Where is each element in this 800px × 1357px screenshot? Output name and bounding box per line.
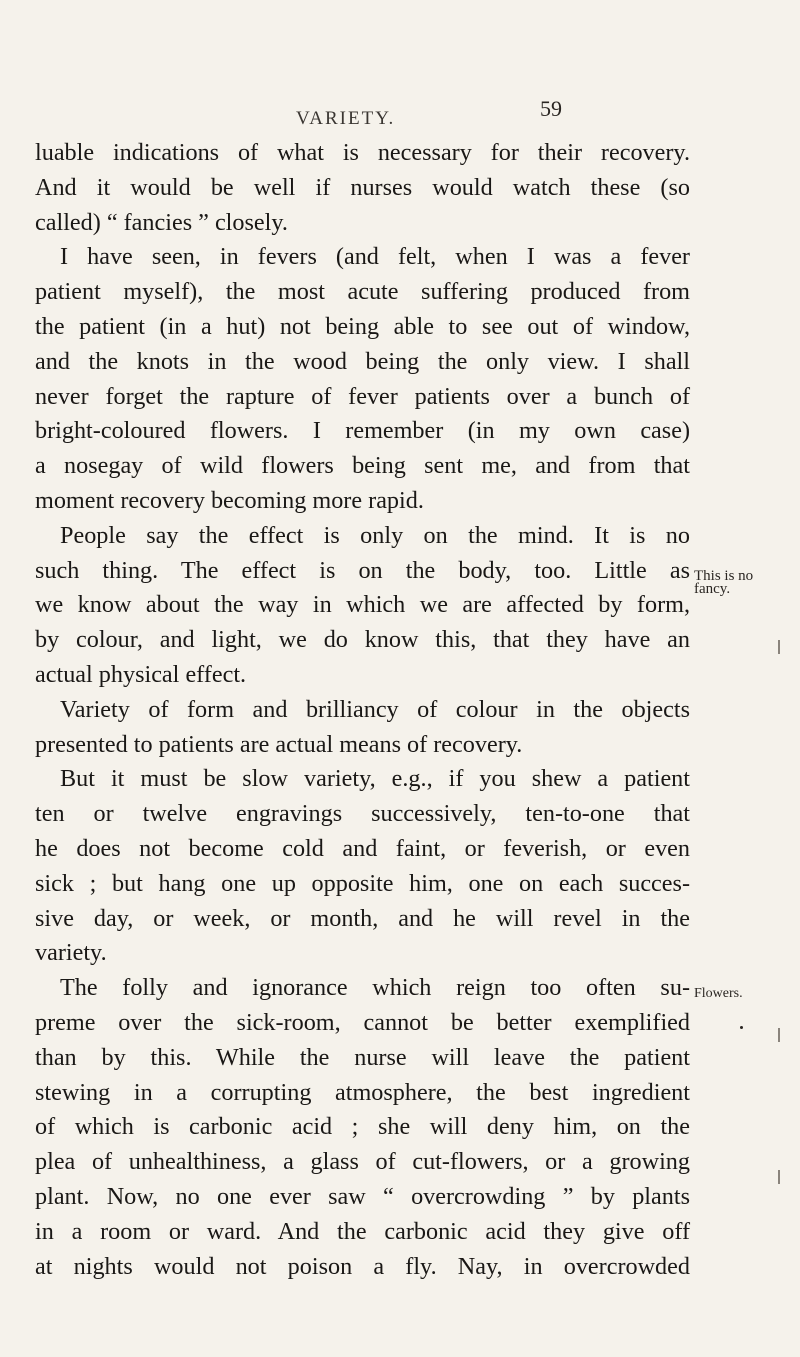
text-line: stewing in a corrupting atmosphere, the best ingredient xyxy=(35,1078,690,1106)
text-line: a nosegay of wild flowers being sent me, and from that xyxy=(35,452,690,480)
text-line: bright-coloured flowers. I remember (in my own case) xyxy=(35,417,690,445)
text-line: and the knots in the wood being the only view. I shall xyxy=(35,347,690,375)
page-edge-mark xyxy=(778,1028,780,1042)
running-head: VARIETY. xyxy=(296,108,396,129)
text-line: plea of unhealthiness, a glass of cut-flowers, or a growing xyxy=(35,1148,690,1176)
margin-note-line: This is no xyxy=(694,568,754,584)
text-line: patient myself), the most acute suffering produced from xyxy=(35,278,690,306)
text-line: by colour, and light, we do know this, that they have an xyxy=(35,626,690,654)
text-line: called) “ fancies ” closely. xyxy=(35,208,288,236)
text-line: of which is carbonic acid ; she will deny him, on the xyxy=(35,1113,690,1141)
page-number: 59 xyxy=(540,96,562,121)
margin-note-line: fancy. xyxy=(694,581,731,597)
text-line: such thing. The effect is on the body, too. Little as xyxy=(35,556,690,584)
text-line: But it must be slow variety, e.g., if you shew a patient xyxy=(60,765,690,793)
text-line: sick ; but hang one up opposite him, one on each succes- xyxy=(35,869,690,897)
text-line: he does not become cold and faint, or feverish, or even xyxy=(35,834,690,862)
text-line: plant. Now, no one ever saw “ overcrowding ” by plants xyxy=(35,1182,690,1210)
text-line: luable indications of what is necessary for their recovery. xyxy=(35,139,690,166)
text-line: I have seen, in fevers (and felt, when I was a fever xyxy=(60,243,690,271)
text-line: sive day, or week, or month, and he will revel in the xyxy=(35,904,690,932)
text-line: moment recovery becoming more rapid. xyxy=(35,486,424,514)
text-line: presented to patients are actual means of recovery. xyxy=(35,730,523,758)
text-line: The folly and ignorance which reign too often su- xyxy=(60,974,690,1002)
text-line: variety. xyxy=(35,939,107,967)
text-line: preme over the sick-room, cannot be better exemplified xyxy=(35,1008,690,1036)
margin-note-flowers: Flowers. xyxy=(694,986,743,1001)
text-line: ten or twelve engravings successively, ten-to-one that xyxy=(35,800,690,828)
text-line: at nights would not poison a fly. Nay, in overcrowded xyxy=(35,1252,690,1280)
ink-speck xyxy=(740,1026,743,1029)
text-line: And it would be well if nurses would watch these (so xyxy=(35,173,690,201)
text-line: Variety of form and brilliancy of colour in the objects xyxy=(60,695,690,723)
page-edge-mark xyxy=(778,640,780,654)
text-line: than by this. While the nurse will leave the patient xyxy=(35,1043,690,1071)
text-line: the patient (in a hut) not being able to see out of window, xyxy=(35,312,690,340)
text-line: People say the effect is only on the mind. It is no xyxy=(60,521,690,549)
body-text xyxy=(35,136,690,1284)
page-edge-mark xyxy=(778,1170,780,1184)
text-line: we know about the way in which we are affected by form, xyxy=(35,591,690,619)
text-line: never forget the rapture of fever patients over a bunch of xyxy=(35,382,690,410)
text-line: actual physical effect. xyxy=(35,660,247,688)
text-line: in a room or ward. And the carbonic acid they give off xyxy=(35,1217,690,1245)
margin-note-fancy xyxy=(694,570,753,596)
